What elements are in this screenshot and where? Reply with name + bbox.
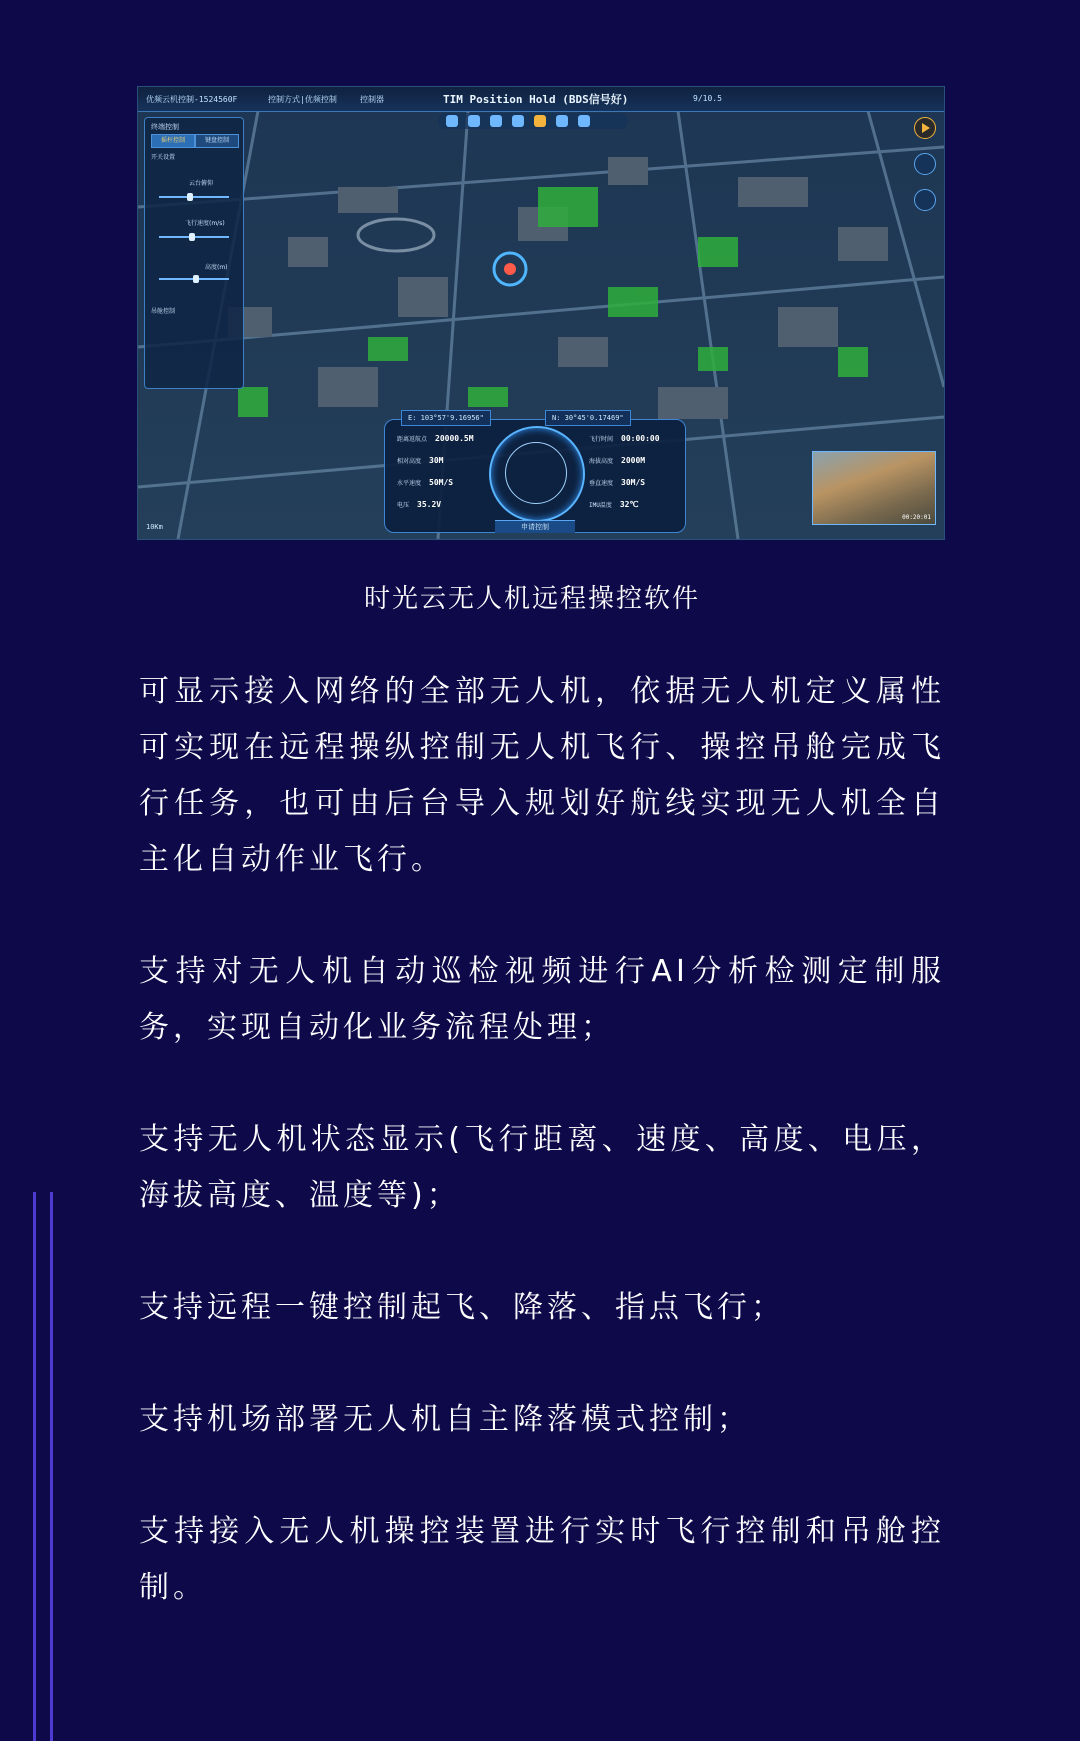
altitude-label: 高度(m) (205, 264, 228, 271)
screenshot-caption: 时光云无人机远程操控软件 (363, 584, 700, 614)
control-panel (144, 117, 244, 389)
top-info-2: 控制方式|优频控制 (268, 95, 337, 104)
decorative-side-line (50, 1192, 53, 1741)
settings-icon[interactable] (534, 115, 546, 127)
flight-speed-slider[interactable] (159, 236, 229, 238)
satellite-count: 9/10.5 (693, 94, 722, 103)
panel-tabs (151, 134, 237, 146)
hud-row: 距离返航点 20000.5M (397, 434, 474, 443)
gimbal-pitch-slider[interactable] (159, 196, 229, 198)
hud-row: IMU温度 32℃ (589, 500, 639, 509)
hud-row: 垂直速度 30M/S (589, 478, 646, 487)
gimbal-control-label[interactable]: 吊舱控制 (151, 308, 176, 315)
hud-row: 海拔高度 2000M (589, 456, 646, 465)
toolbar-icons (438, 113, 628, 129)
panel-title: 终端控制 (151, 123, 179, 131)
home-icon[interactable] (468, 115, 480, 127)
gimbal-pitch-label: 云台俯仰 (189, 180, 214, 187)
drone-home-button[interactable] (914, 189, 936, 211)
hud-row: 水平速度 50M/S (397, 478, 454, 487)
feature-paragraph: 支持接入无人机操控装置进行实时飞行控制和吊舱控制。 (139, 1514, 945, 1605)
feature-paragraph: 支持机场部署无人机自主降落模式控制； (139, 1402, 751, 1437)
software-screenshot (137, 86, 945, 540)
apply-control-button[interactable]: 申请控制 (495, 520, 575, 533)
pause-button[interactable] (914, 153, 936, 175)
flight-hud (384, 414, 686, 533)
feature-paragraph: 支持无人机状态显示(飞行距离、速度、高度、电压，海拔高度、温度等)； (139, 1122, 945, 1213)
flight-speed-label: 飞行速度(m/s) (185, 220, 225, 227)
top-info-3: 控制器 (360, 95, 384, 104)
video-timestamp: 00:20:01 (902, 514, 931, 521)
hud-row: 飞行时间 00:00:00 (589, 434, 660, 443)
feature-paragraph: 支持远程一键控制起飞、降落、指点飞行； (139, 1290, 785, 1325)
play-button[interactable] (914, 117, 936, 139)
flight-mode-title: TIM Position Hold (BDS信号好) (443, 93, 629, 106)
location-icon[interactable] (446, 115, 458, 127)
building-icon[interactable] (490, 115, 502, 127)
feature-paragraph: 支持对无人机自动巡检视频进行AI分析检测定制服务，实现自动化业务流程处理； (139, 954, 945, 1045)
top-info-1: 优频云机控制-1524560F (146, 95, 238, 104)
attitude-dial (489, 426, 585, 522)
top-status-bar (138, 87, 944, 112)
decorative-side-line (33, 1192, 36, 1741)
switch-setting[interactable]: 开关设置 (151, 154, 176, 161)
feature-paragraph: 可显示接入网络的全部无人机，依据无人机定义属性可实现在远程操纵控制无人机飞行、操控吊舱完成飞行任务，也可由后台导入规划好航线实现无人机全自主化自动作业飞行。 (139, 674, 945, 877)
longitude-readout: E: 103°57'9.16956" (401, 410, 491, 426)
drone-icon[interactable] (512, 115, 524, 127)
hud-row: 相对高度 30M (397, 456, 444, 465)
latitude-readout: N: 30°45'0.17469" (545, 410, 631, 426)
map-scale: 10Km (146, 523, 163, 531)
camera-feed-thumbnail[interactable] (812, 451, 936, 525)
gear-icon[interactable] (556, 115, 568, 127)
altitude-slider[interactable] (159, 278, 229, 280)
target-icon[interactable] (578, 115, 590, 127)
tab-joystick[interactable]: 摇杆控制 (151, 134, 195, 148)
tab-keyboard[interactable]: 键盘控制 (195, 134, 239, 148)
hud-row: 电压 35.2V (397, 500, 442, 509)
